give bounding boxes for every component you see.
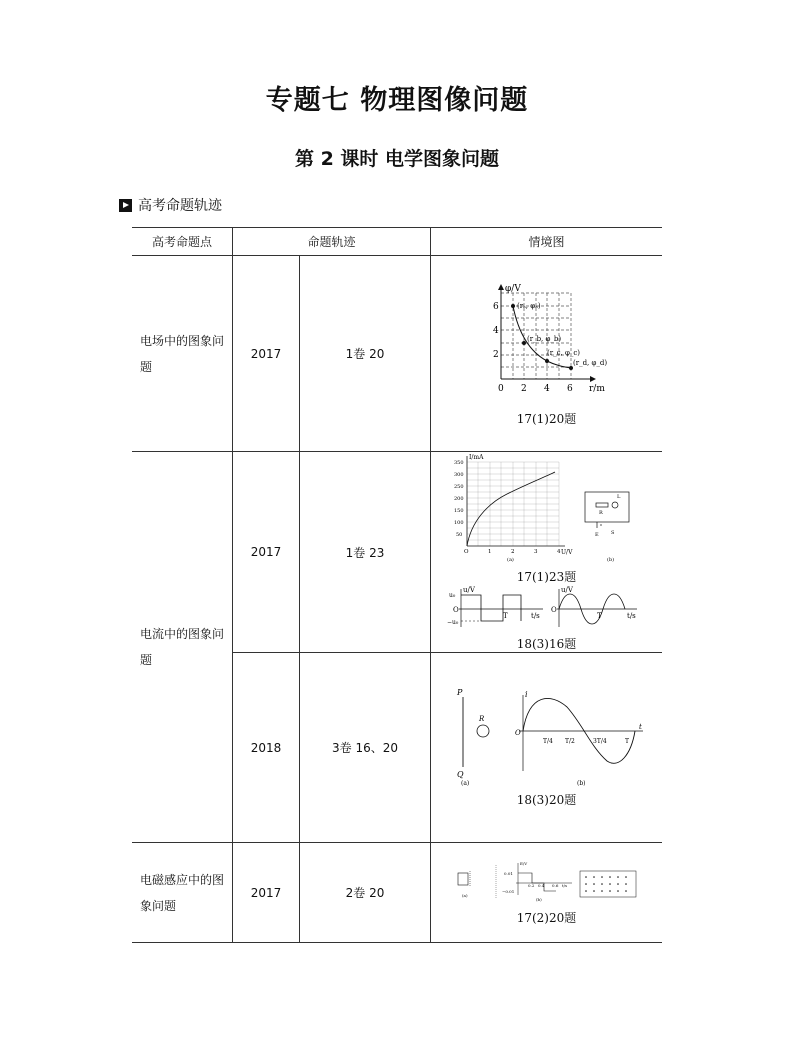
svg-text:(r_b, φ_b): (r_b, φ_b) [526,334,561,343]
svg-text:150: 150 [453,508,464,514]
year-cell: 2017 [233,256,300,452]
figure-caption: 17(1)23题 [516,570,577,584]
svg-text:−u₀: −u₀ [446,619,458,626]
svg-text:2: 2 [492,349,499,360]
table-row [132,256,662,452]
year-cell: 2018 [233,653,300,843]
svg-text:0.6: 0.6 [551,883,558,888]
paper-cell: 1卷 20 [300,256,431,452]
figure-caption: 18(3)20题 [516,793,577,807]
svg-text:200: 200 [453,496,464,502]
section-heading [119,195,222,215]
topic-cell: 电流中的图象问题 [132,452,233,843]
header-track: 命题轨迹 [233,228,431,256]
svg-text:350: 350 [453,460,464,466]
svg-text:300: 300 [453,472,464,478]
x-axis-label: r/m [588,383,605,394]
svg-text:3: 3 [533,549,537,555]
svg-text:(rₐ, φₐ): (rₐ, φₐ) [516,301,541,310]
circuit-diagram [585,492,629,528]
paper-cell: 3卷 16、20 [300,653,431,843]
section-label: 高考命题轨迹 [138,198,222,214]
svg-text:6: 6 [566,383,573,394]
svg-text:u₀: u₀ [448,592,455,599]
svg-text:L: L [616,494,620,500]
svg-text:0.01: 0.01 [503,871,513,876]
page-title: 专题七 物理图像问题 [265,85,529,116]
svg-text:T: T [596,612,602,620]
figure-cell [431,452,663,653]
figure-caption: 17(1)20题 [516,411,577,426]
svg-text:u/V: u/V [560,586,573,594]
svg-text:1: 1 [487,549,491,555]
svg-text:0.4: 0.4 [537,883,544,888]
lesson-subtitle: 第 2 课时 电学图象问题 [294,148,500,170]
table-row [132,452,662,653]
figure-caption: 17(2)20题 [516,911,577,925]
topic-cell: 电场中的图象问题 [132,256,233,452]
year-cell: 2017 [233,843,300,943]
svg-text:E/V: E/V [519,861,527,866]
svg-text:R: R [598,510,603,516]
figure-caption: 18(3)16题 [516,637,577,651]
svg-text:T/2: T/2 [564,738,575,745]
svg-text:E: E [594,532,599,538]
svg-text:S: S [610,530,614,536]
svg-text:R: R [478,715,484,723]
figure-cell [431,256,663,452]
svg-text:t: t [638,723,642,731]
svg-text:T: T [502,612,508,620]
paper-cell: 1卷 23 [300,452,431,653]
svg-text:Q: Q [456,770,464,779]
table-header-row [132,228,662,256]
svg-text:i: i [524,690,528,699]
svg-text:4: 4 [492,325,499,336]
topic-cell: 电磁感应中的图象问题 [132,843,233,943]
exam-topic-table [132,227,662,943]
play-triangle-icon [119,199,132,212]
svg-text:(b): (b) [535,897,542,902]
phi-r-graph [477,281,617,406]
svg-text:250: 250 [453,484,464,490]
svg-text:O: O [550,606,557,614]
year-cell: 2017 [233,452,300,653]
svg-text:2: 2 [520,383,527,394]
svg-text:O: O [452,606,459,614]
svg-text:u/V: u/V [462,586,475,594]
svg-text:t/s: t/s [530,612,540,620]
svg-text:100: 100 [453,520,464,526]
figure-cell [431,653,663,843]
svg-text:T/4: T/4 [542,738,553,745]
svg-text:t/s: t/s [561,883,567,888]
em-induction-figure [452,859,642,905]
figure-cell [431,843,663,943]
svg-text:T: T [624,738,629,745]
svg-text:I/mA: I/mA [468,454,483,461]
svg-text:(r_c, φ_c): (r_c, φ_c) [546,348,580,357]
table-row [132,843,662,943]
svg-text:(a): (a) [461,893,468,898]
svg-text:U/V: U/V [560,549,572,556]
svg-text:(a): (a) [506,557,514,563]
svg-text:2: 2 [510,549,514,555]
svg-text:0.2: 0.2 [527,883,534,888]
paper-cell: 2卷 20 [300,843,431,943]
svg-text:0: 0 [497,383,504,394]
svg-text:−0.01: −0.01 [501,889,514,894]
svg-text:(a): (a) [460,780,469,787]
svg-text:(r_d, φ_d): (r_d, φ_d) [572,358,607,367]
svg-text:P: P [456,688,462,697]
svg-text:(b): (b) [606,557,614,563]
svg-text:4: 4 [543,383,550,394]
svg-text:t/s: t/s [626,612,636,620]
svg-text:4: 4 [556,549,560,555]
svg-text:50: 50 [455,532,462,538]
svg-text:6: 6 [492,301,499,312]
iv-curve-graph [447,452,647,564]
svg-text:3T/4: 3T/4 [592,738,607,745]
u-t-graphs [447,585,647,631]
header-figure: 情境图 [431,228,663,256]
svg-text:(b): (b) [576,780,586,787]
pq-wire-and-i-t-graph [447,687,647,787]
header-topic: 高考命题点 [132,228,233,256]
y-axis-label: φ/V [504,283,521,294]
svg-text:O: O [514,729,521,737]
svg-text:O: O [463,549,469,555]
